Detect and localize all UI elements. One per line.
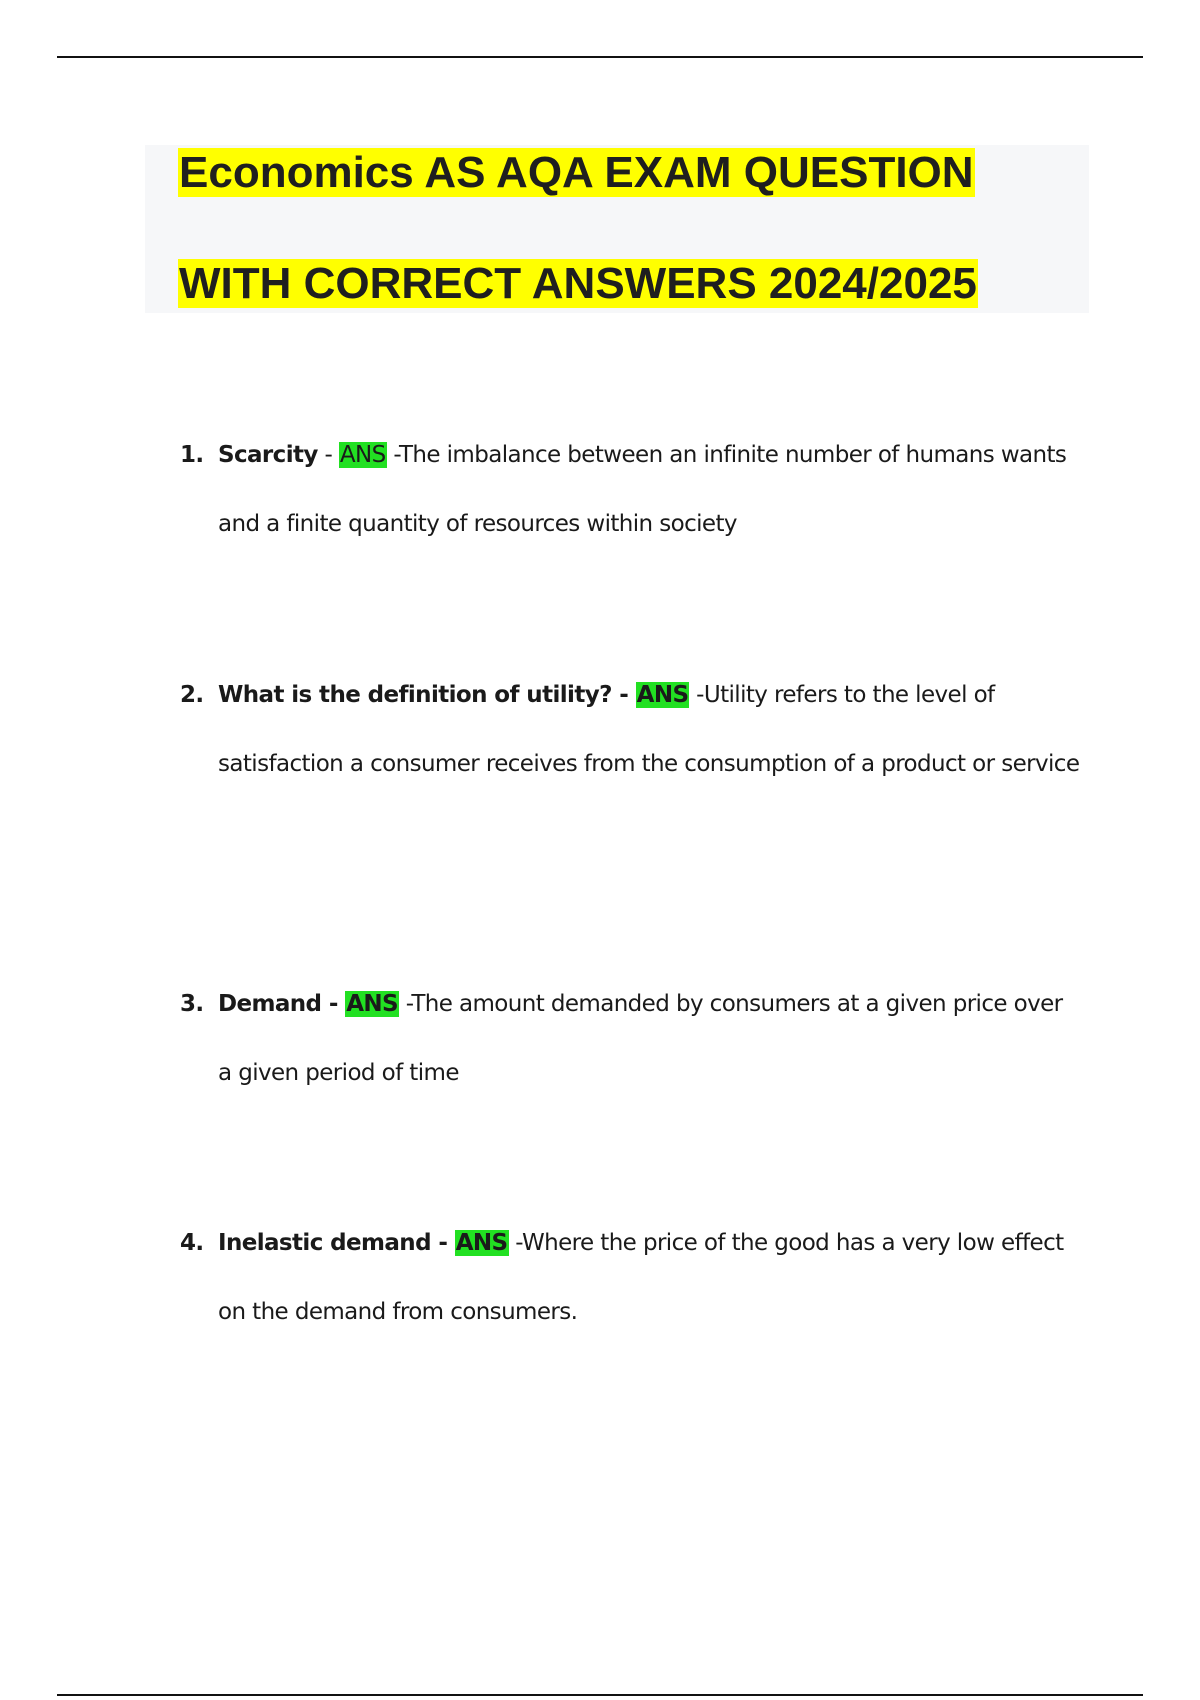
item-term: Inelastic demand - xyxy=(218,1230,455,1256)
document-title xyxy=(145,145,1089,313)
item-body xyxy=(218,661,1080,799)
item-answer: -Utility refers to the level of satisfaction a consumer receives from the consumption of a product or service xyxy=(218,682,1080,777)
ans-label: ANS xyxy=(346,991,399,1017)
item-term: What is the definition of utility? - xyxy=(218,682,636,708)
title-line-2: WITH CORRECT ANSWERS 2024/2025 xyxy=(179,259,977,308)
footer-rule xyxy=(57,1694,1143,1696)
item-answer: -The imbalance between an infinite number of humans wants and a finite quantity of resources within society xyxy=(218,442,1067,537)
qa-item-4 xyxy=(180,1209,1080,1347)
qa-item-3 xyxy=(180,970,1080,1108)
item-term: Scarcity xyxy=(218,442,318,468)
header-rule xyxy=(57,56,1143,58)
item-body xyxy=(218,1209,1080,1347)
item-number: 4. xyxy=(180,1230,204,1256)
item-separator: - xyxy=(317,442,339,468)
ans-label: ANS xyxy=(455,1230,508,1256)
item-body xyxy=(218,970,1080,1108)
item-number: 3. xyxy=(180,991,204,1017)
ans-label: ANS xyxy=(339,442,386,468)
item-body xyxy=(218,421,1080,559)
ans-label: ANS xyxy=(636,682,689,708)
item-number: 2. xyxy=(180,682,204,708)
qa-item-1 xyxy=(180,421,1080,559)
title-line-1: Economics AS AQA EXAM QUESTION xyxy=(179,148,974,197)
item-answer: -The amount demanded by consumers at a given price over a given period of time xyxy=(218,991,1063,1086)
item-term: Demand - xyxy=(218,991,346,1017)
qa-item-2 xyxy=(180,661,1080,799)
item-answer: -Where the price of the good has a very low effect on the demand from consumers. xyxy=(218,1230,1064,1325)
item-number: 1. xyxy=(180,442,204,468)
